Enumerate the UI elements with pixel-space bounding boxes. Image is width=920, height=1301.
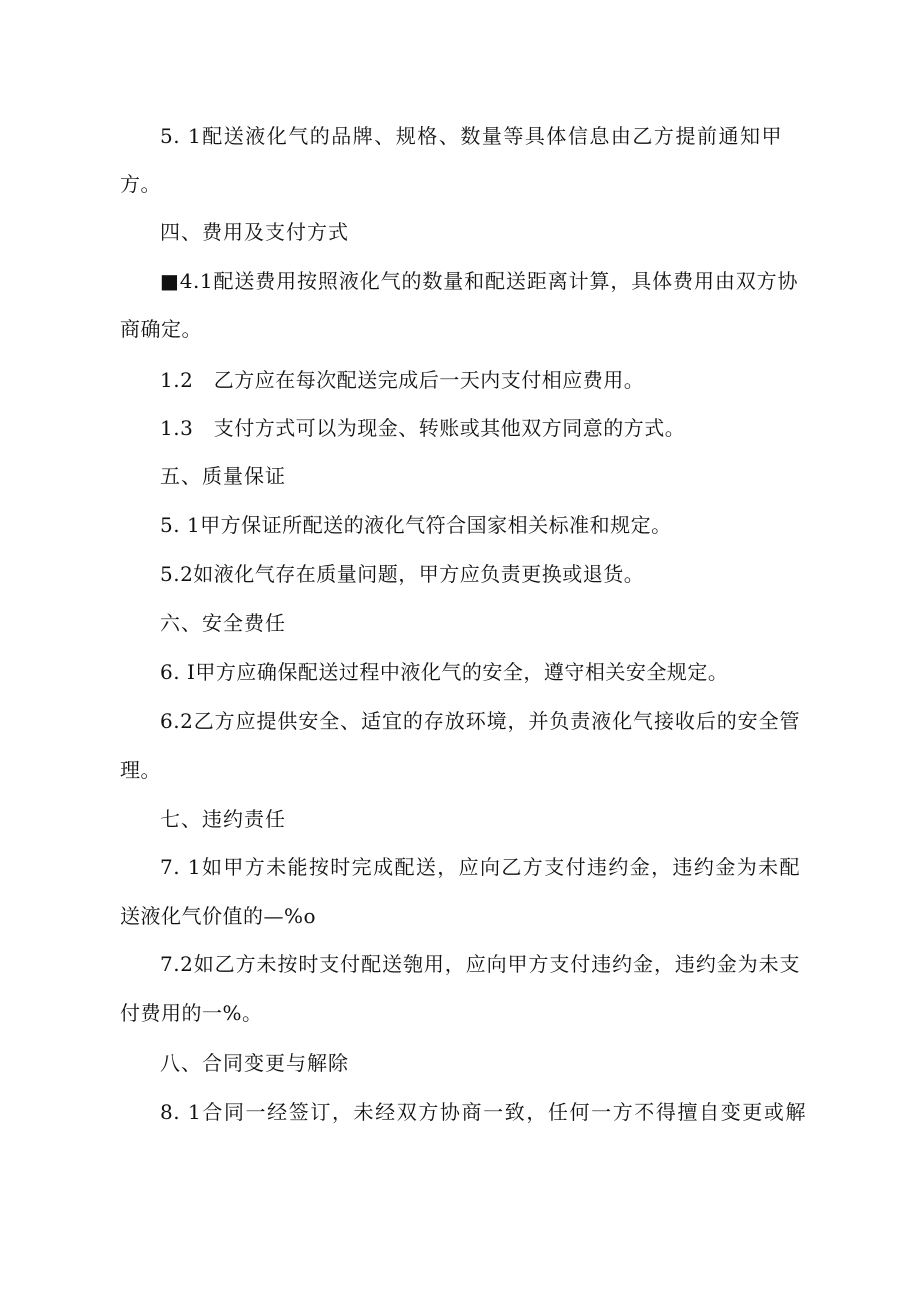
clause-5-1: 5. 1甲方保证所配送的液化气符合国家相关标准和规定。: [160, 513, 672, 537]
clause-6-1: 6. I甲方应确保配送过程中液化气的安全，遵守相关安全规定。: [160, 660, 729, 684]
clause-6-2-line-2: 理。: [120, 758, 161, 782]
section-7-heading: 七、违约责任: [160, 807, 286, 831]
clause-7-1-line-2: 送液化气价值的—%o: [120, 904, 317, 928]
clause-8-1-line-1: 8. 1合同一经签订，未经双方协商一致，任何一方不得擅自变更或解: [160, 1100, 806, 1124]
clause-7-2-line-1: 7.2如乙方未按时支付配送匏用，应向甲方支付违约金，违约金为未支: [160, 952, 800, 976]
clause-4-2: 1.2 乙方应在每次配送完成后一天内支付相应费用。: [160, 368, 645, 392]
clause-5-1-line-2: 方。: [120, 172, 161, 196]
section-4-heading: 四、费用及支付方式: [160, 220, 349, 244]
clause-5-1-line-1: 5. 1配送液化气的品牌、规格、数量等具体信息由乙方提前通知甲: [160, 124, 782, 148]
clause-4-1-line-1: ■4.1配送费用按照液化气的数量和配送距离计算，具体费用由双方协: [160, 269, 798, 293]
clause-7-1-line-1: 7. 1如甲方未能按时完成配送，应向乙方支付违约金，违约金为未配: [160, 855, 800, 879]
clause-7-2-line-2: 付费用的一%。: [120, 1001, 263, 1025]
section-8-heading: 八、合同变更与解除: [160, 1051, 349, 1075]
clause-6-2-line-1: 6.2乙方应提供安全、适宜的存放环境，并负责液化气接收后的安全管: [160, 709, 800, 733]
section-5-heading: 五、质量保证: [160, 464, 286, 488]
clause-4-3: 1.3 支付方式可以为现金、转账或其他双方同意的方式。: [160, 416, 686, 440]
clause-4-1-line-2: 商确定。: [120, 317, 202, 341]
clause-5-2: 5.2如液化气存在质量问题，甲方应负责更换或退货。: [160, 562, 645, 586]
section-6-heading: 六、安全费任: [160, 611, 286, 635]
